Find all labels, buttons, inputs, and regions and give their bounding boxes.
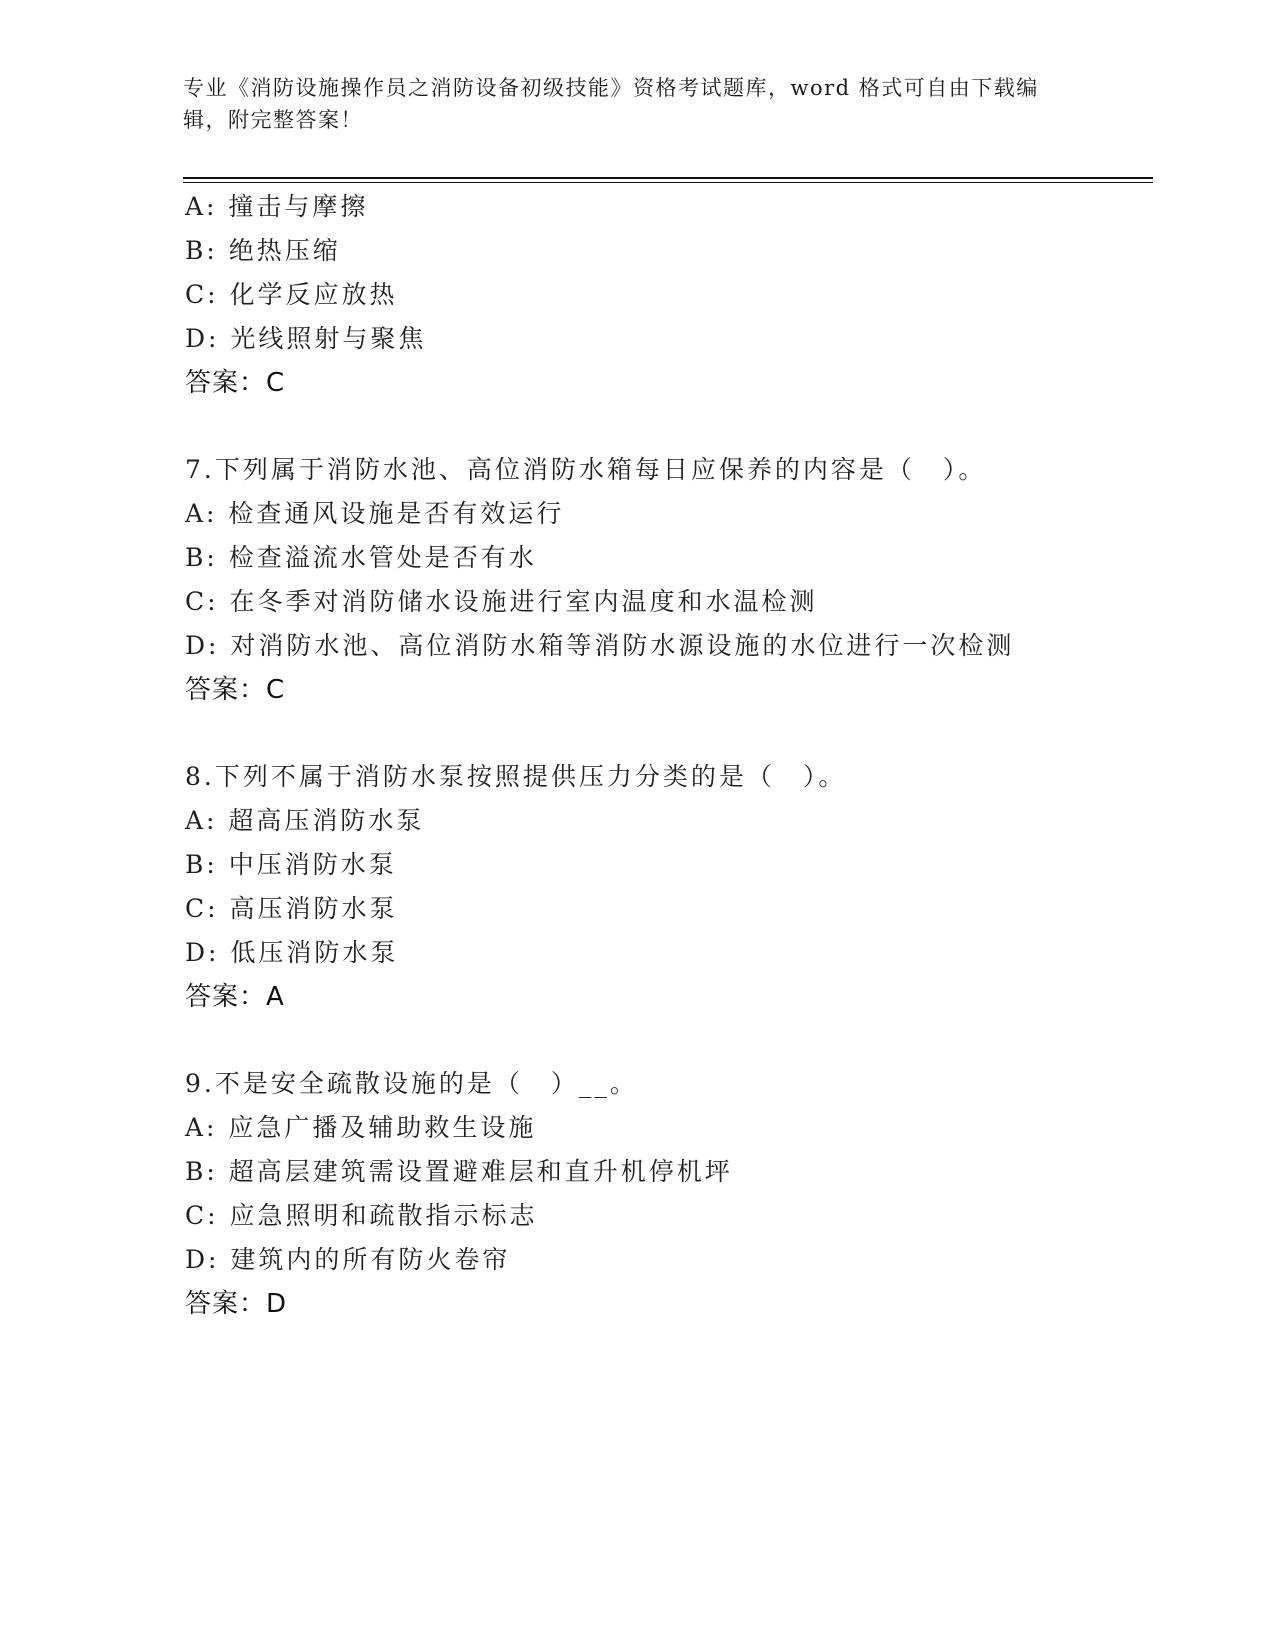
option-d: D: 对消防水池、高位消防水箱等消防水源设施的水位进行一次检测 [185,631,1015,660]
option-d: D: 光线照射与聚焦 [185,324,427,353]
option-c: C: 在冬季对消防储水设施进行室内温度和水温检测 [185,587,818,616]
option-c: C: 高压消防水泵 [185,894,398,923]
answer-line: 答案：C [185,675,286,705]
option-b: B: 绝热压缩 [185,236,341,265]
option-a: A: 撞击与摩擦 [185,192,369,221]
option-c: C: 化学反应放热 [185,280,398,309]
answer-line: 答案：A [185,982,285,1012]
answer-line: 答案：C [185,368,286,398]
option-c: C: 应急照明和疏散指示标志 [185,1201,538,1230]
option-d: D: 建筑内的所有防火卷帘 [185,1245,511,1274]
header-rule-thick [183,177,1153,179]
option-b: B: 检查溢流水管处是否有水 [185,543,537,572]
option-b: B: 超高层建筑需设置避难层和直升机停机坪 [185,1157,733,1186]
option-d: D: 低压消防水泵 [185,938,399,967]
document-header: 专业《消防设施操作员之消防设备初级技能》资格考试题库，word 格式可自由下载编辑，附完整答案！ [183,76,1039,132]
header-rule-thin [183,182,1153,183]
option-b: B: 中压消防水泵 [185,850,397,879]
option-a: A: 超高压消防水泵 [185,806,425,835]
question-stem: 7.下列属于消防水池、高位消防水箱每日应保养的内容是（ ）。 [185,455,987,484]
option-a: A: 应急广播及辅助救生设施 [185,1113,537,1142]
option-a: A: 检查通风设施是否有效运行 [185,499,565,528]
question-stem: 8.下列不属于消防水泵按照提供压力分类的是（ ）。 [185,762,847,791]
question-stem: 9.不是安全疏散设施的是（ ）__。 [185,1069,638,1098]
answer-line: 答案：D [185,1289,288,1319]
